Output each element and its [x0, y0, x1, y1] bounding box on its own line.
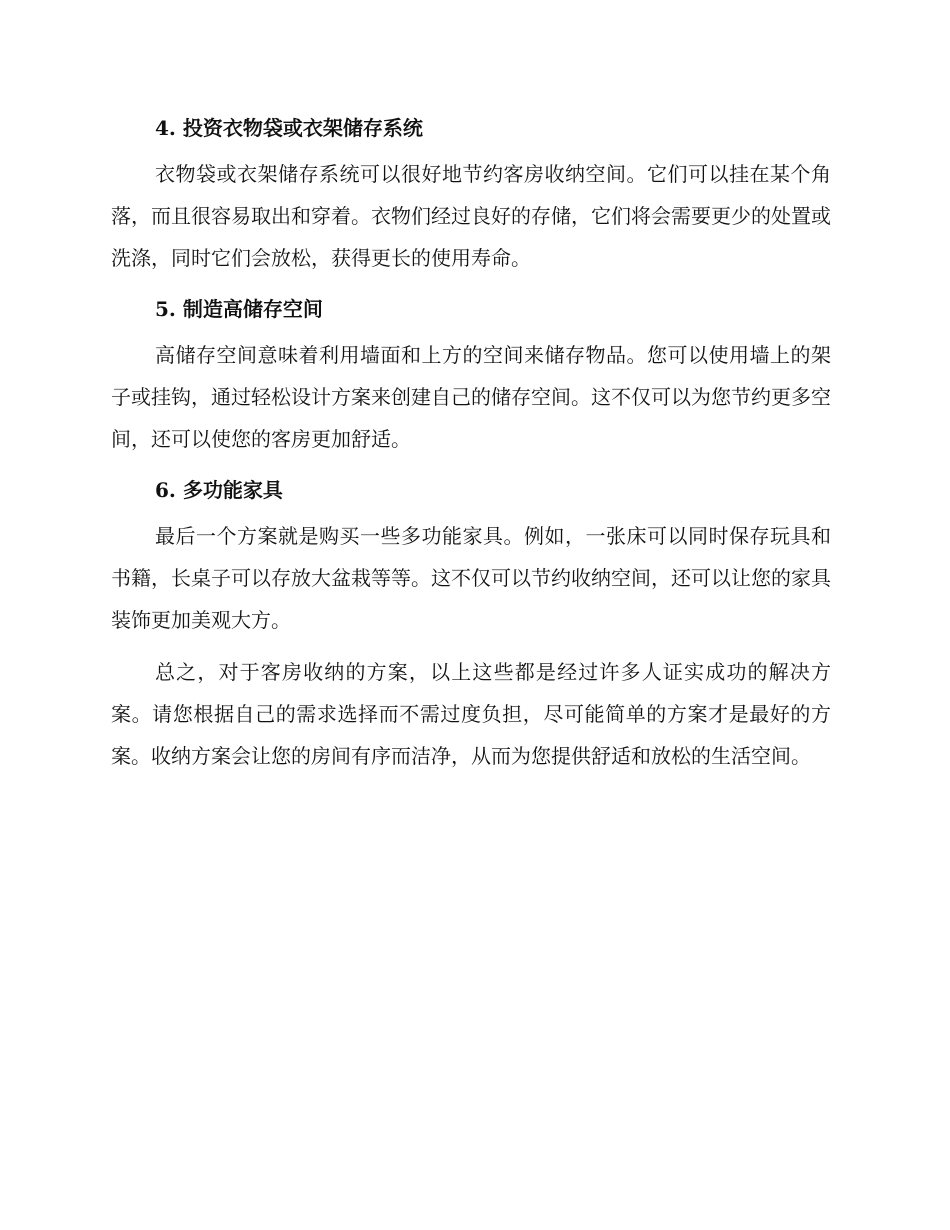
section-heading: 4. 投资衣物袋或衣架储存系统: [155, 116, 423, 140]
section-5: [111, 289, 831, 460]
section-paragraph: 最后一个方案就是购买一些多功能家具。例如，一张床可以同时保存玩具和书籍，长桌子可以存放大盆栽等等。这不仅可以节约收纳空间，还可以让您的家具装饰更加美观大方。: [111, 524, 831, 632]
section-heading: 6. 多功能家具: [155, 478, 283, 502]
section-4: [111, 108, 831, 279]
section-6: [111, 470, 831, 641]
section-paragraph: 高储存空间意味着利用墙面和上方的空间来储存物品。您可以使用墙上的架子或挂钩，通过轻松设计方案来创建自己的储存空间。这不仅可以为您节约更多空间，还可以使您的客房更加舒适。: [111, 343, 831, 451]
document-page: [111, 108, 831, 777]
section-paragraph: 衣物袋或衣架储存系统可以很好地节约客房收纳空间。它们可以挂在某个角落，而且很容易取出和穿着。衣物们经过良好的存储，它们将会需要更少的处置或洗涤，同时它们会放松，获得更长的使用寿命。: [111, 162, 831, 270]
section-heading: 5. 制造高储存空间: [155, 297, 323, 321]
conclusion-paragraph: 总之，对于客房收纳的方案，以上这些都是经过许多人证实成功的解决方案。请您根据自己的需求选择而不需过度负担，尽可能简单的方案才是最好的方案。收纳方案会让您的房间有序而洁净，从而为您提供舒适和放松的生活空间。: [111, 660, 831, 768]
